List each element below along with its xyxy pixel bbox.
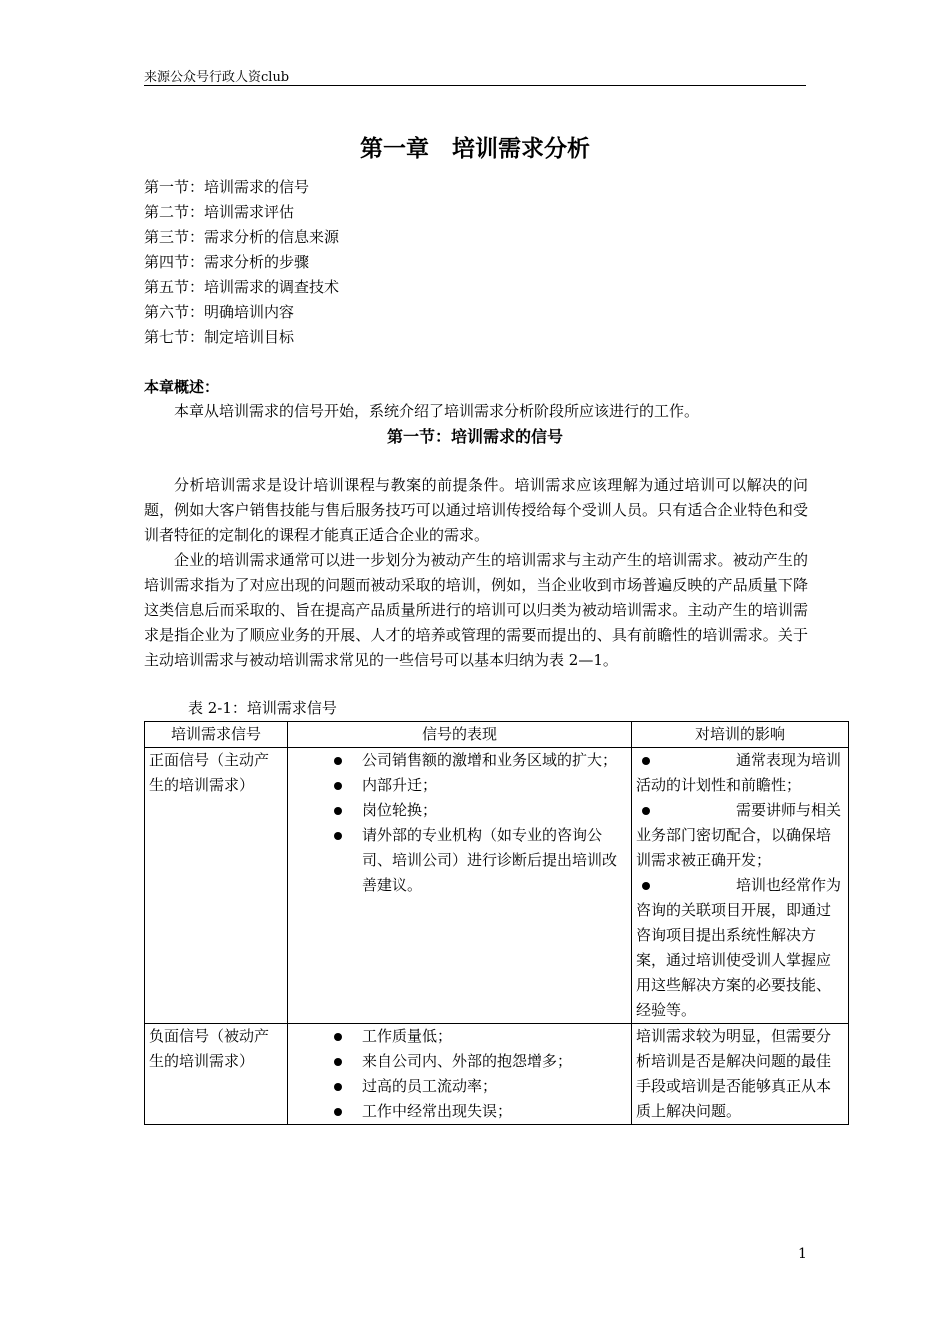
- table-row: [145, 748, 849, 1024]
- list-item: [292, 773, 627, 798]
- bullet-icon: [642, 807, 650, 815]
- impact-cell: [632, 1024, 849, 1125]
- list-item-text: 内部升迁；: [362, 776, 438, 794]
- toc-item[interactable]: 第四节：需求分析的步骤: [144, 253, 310, 271]
- manifestation-cell: [288, 748, 632, 1024]
- paragraph-needs-definition: 分析培训需求是设计培训课程与教案的前提条件。培训需求应该理解为通过培训可以解决的问题，例如大客户销售技能与售后服务技巧可以通过培训传授给每个受训人员。只有适合企业特色和受训者特征的定制化的课程才能真正适合企业的需求。: [144, 476, 808, 544]
- list-item: [636, 873, 844, 1023]
- list-item: [292, 1074, 627, 1099]
- list-item-text: 来自公司内、外部的抱怨增多；: [362, 1052, 573, 1070]
- manifestation-cell: [288, 1024, 632, 1125]
- bullet-icon: [334, 757, 342, 765]
- column-header: 对培训的影响: [632, 722, 849, 748]
- bullet-icon: [334, 1108, 342, 1116]
- list-item: [292, 1024, 627, 1049]
- list-item-text: 通常表现为培训活动的计划性和前瞻性；: [636, 751, 842, 794]
- bullet-icon: [334, 1058, 342, 1066]
- table-row: [145, 1024, 849, 1125]
- signal-type-cell: [145, 748, 288, 1024]
- bullet-icon: [334, 1033, 342, 1041]
- list-item: [636, 798, 844, 873]
- table-header-row: [145, 722, 849, 748]
- list-item: [292, 798, 627, 823]
- list-item-text: 请外部的专业机构（如专业的咨询公司、培训公司）进行诊断后提出培训改善建议。: [362, 826, 618, 894]
- training-signals-table: [144, 721, 849, 1125]
- list-item: [636, 748, 844, 798]
- list-item: [292, 1049, 627, 1074]
- column-header: 培训需求信号: [145, 722, 288, 748]
- table-caption: 表 2-1：培训需求信号: [188, 699, 337, 717]
- toc-item[interactable]: 第三节：需求分析的信息来源: [144, 228, 340, 246]
- toc-item[interactable]: 第一节：培训需求的信号: [144, 178, 310, 196]
- toc-item[interactable]: 第二节：培训需求评估: [144, 203, 295, 221]
- toc-item[interactable]: 第六节：明确培训内容: [144, 303, 295, 321]
- list-item-text: 过高的员工流动率；: [362, 1077, 498, 1095]
- bullet-icon: [334, 782, 342, 790]
- list-item: [292, 748, 627, 773]
- impact-cell: [632, 748, 849, 1024]
- chapter-title: 第一章 培训需求分析: [360, 135, 590, 162]
- impact-text: 培训需求较为明显，但需要分析培训是否是解决问题的最佳手段或培训是否能够真正从本质上解决问题。: [636, 1027, 832, 1120]
- bullet-icon: [334, 807, 342, 815]
- toc-item[interactable]: 第五节：培训需求的调查技术: [144, 278, 340, 296]
- signal-type: 正面信号（主动产生的培训需求）: [149, 751, 270, 794]
- overview-text: 本章从培训需求的信号开始，系统介绍了培训需求分析阶段所应该进行的工作。: [174, 402, 700, 420]
- bullet-icon: [334, 1083, 342, 1091]
- list-item-text: 岗位轮换；: [362, 801, 438, 819]
- list-item-text: 工作质量低；: [362, 1027, 453, 1045]
- table-of-contents: [144, 175, 339, 350]
- toc-item[interactable]: 第七节：制定培训目标: [144, 328, 295, 346]
- list-item: [292, 1099, 627, 1124]
- list-item-text: 公司销售额的激增和业务区域的扩大；: [362, 751, 618, 769]
- list-item-text: 培训也经常作为咨询的关联项目开展，即通过咨询项目提出系统性解决方案，通过培训使受训人掌握应用这些解决方案的必要技能、经验等。: [636, 876, 842, 1019]
- signal-type: 负面信号（被动产生的培训需求）: [149, 1027, 270, 1070]
- signal-type-cell: [145, 1024, 288, 1125]
- header-divider: [144, 85, 806, 86]
- overview-label: 本章概述：: [144, 378, 220, 396]
- bullet-icon: [642, 757, 650, 765]
- page-number: 1: [798, 1246, 807, 1262]
- section-title: 第一节：培训需求的信号: [386, 427, 563, 446]
- column-header: 信号的表现: [288, 722, 632, 748]
- list-item-text: 工作中经常出现失误；: [362, 1102, 513, 1120]
- bullet-icon: [334, 832, 342, 840]
- paragraph-needs-types: 企业的培训需求通常可以进一步划分为被动产生的培训需求与主动产生的培训需求。被动产生的培训需求指为了对应出现的问题而被动采取的培训，例如，当企业收到市场普遍反映的产品质量下降这类信息后而采取的、旨在提高产品质量所进行的培训可以归类为被动培训需求。主动产生的培训需求是指企业为了顺应业务的开展、人才的培养或管理的需要而提出的、具有前瞻性的培训需求。关于主动培训需求与被动培训需求常见的一些信号可以基本归纳为表 2—1。: [144, 551, 808, 669]
- bullet-icon: [642, 882, 650, 890]
- list-item: [292, 823, 627, 898]
- page-header-text: 来源公众号行政人资club: [144, 70, 290, 85]
- list-item-text: 需要讲师与相关业务部门密切配合，以确保培训需求被正确开发；: [636, 801, 842, 869]
